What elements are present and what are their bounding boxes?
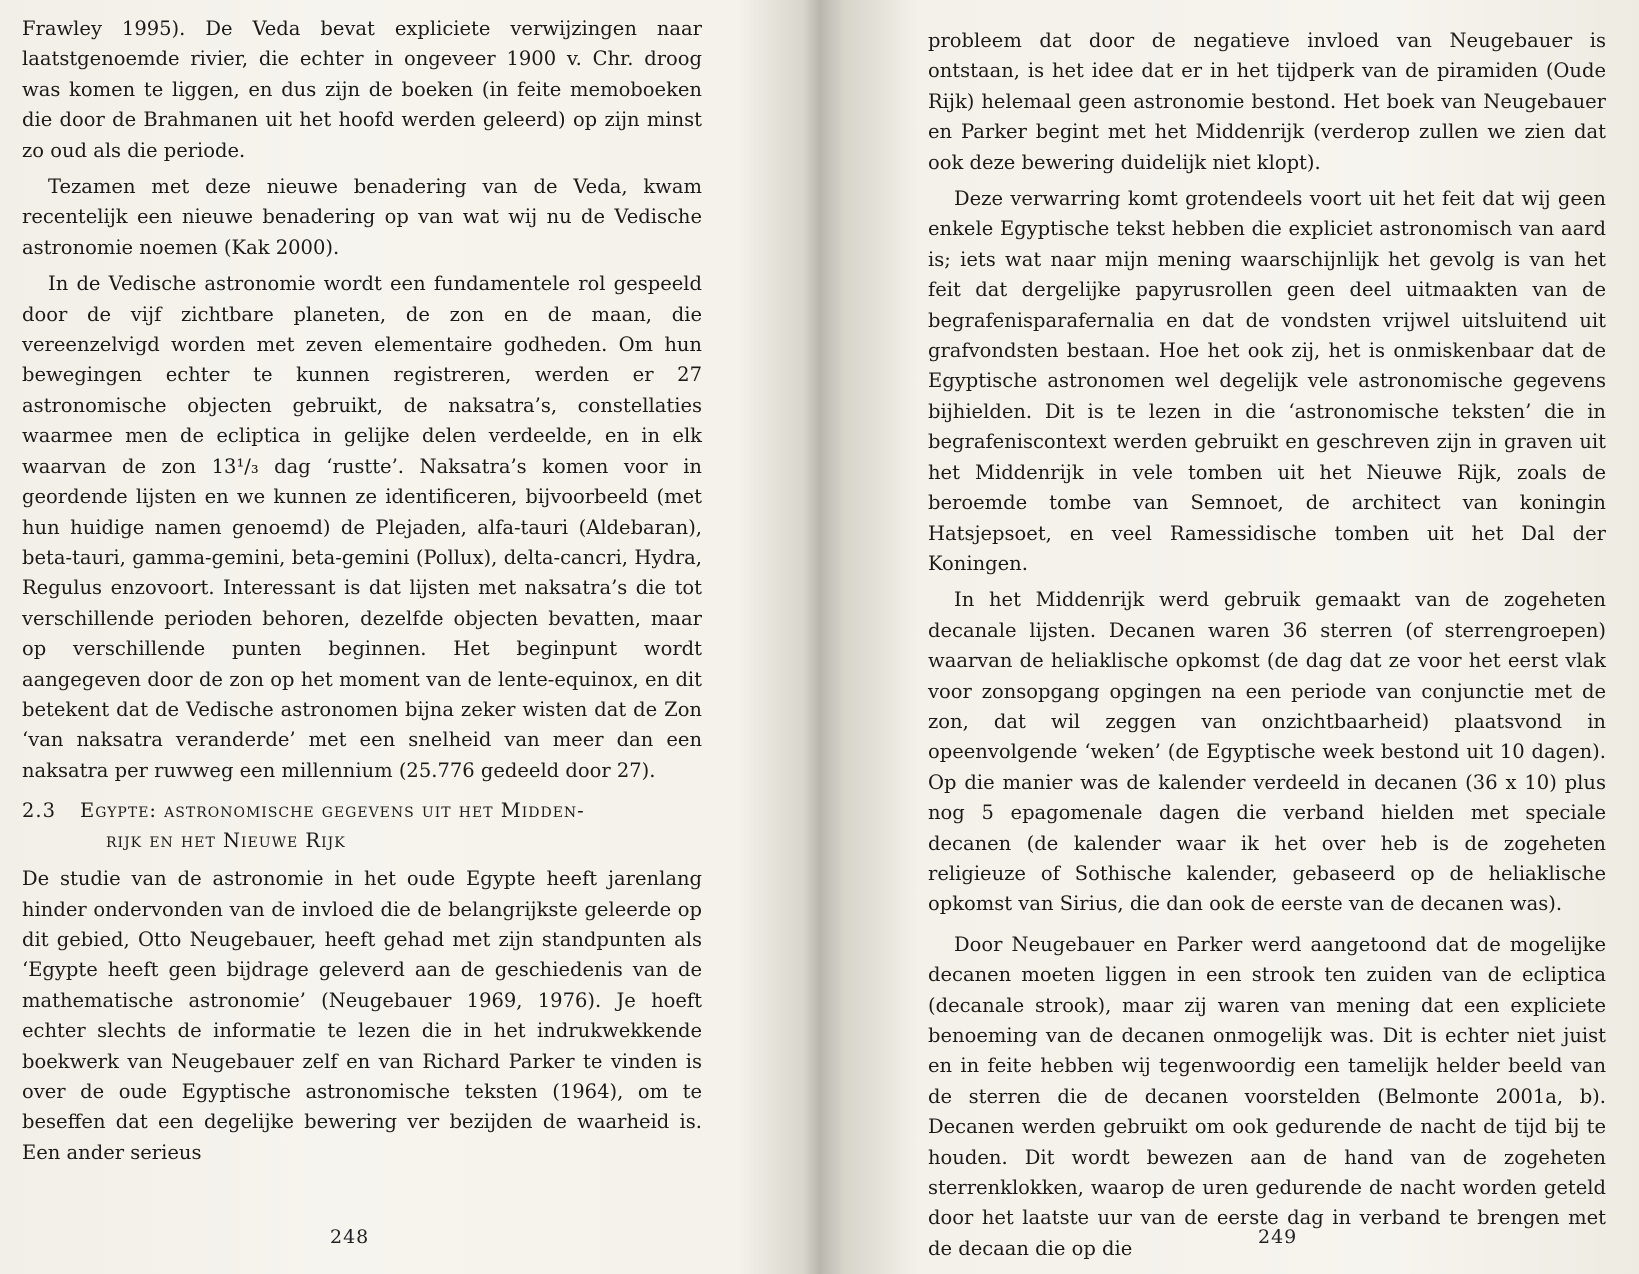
paragraph: De studie van de astronomie in het oude Egypte heeft jarenlang hinder ondervonden van de invloed die de belangrijkste geleerde op dit gebied, Otto Neugebauer, heeft gehad met zijn standpunten als ‘Egypte heeft geen bijdrage geleverd aan de geschiedenis van de mathematische astronomie’ (Neugebauer 1969, 1976). Je hoeft echter slechts de informatie te lezen die in het indrukwekkende boekwerk van Neugebauer zelf en van Richard Parker te vinden is over de oude Egyptische astronomische teksten (1964), om te beseffen dat een degelijke bewering ver bezijden de waarheid is. Een ander serieus [22, 867, 702, 1164]
right-page [828, 0, 1639, 1274]
paragraph: Deze verwarring komt grotendeels voort uit het feit dat wij geen enkele Egyptische tekst hebben die expliciet astronomisch van aard is; iets wat naar mijn mening waarschijnlijk het gevolg is van het feit dat dergelijke papyrusrollen geen deel uitmaakten van de begrafenisparafernalia en dat de vondsten vrijwel uitsluitend uit grafvondsten bestaan. Hoe het ook zij, het is onmiskenbaar dat de Egyptische astronomen wel degelijk vele astronomische gegevens bijhielden. Dit is te lezen in die ‘astronomische teksten’ die in begrafeniscontext werden gebruikt en geschreven zijn in graven uit het Middenrijk in vele tomben uit het Nieuwe Rijk, zoals de beroemde tombe van Semnoet, de architect van koningin Hatsjepsoet, en veel Ramessidische tomben uit het Dal der Koningen. [928, 187, 1606, 575]
page-number-right: 249 [1258, 1226, 1298, 1248]
paragraph: In het Middenrijk werd gebruik gemaakt van de zogeheten decanale lijsten. Decanen waren 36 sterren (of sterrengroepen) waarvan de heliaklische opkomst (de dag dat ze voor het eerst vlak voor zonsopgang opgingen na een periode van conjunctie met de zon, dat wil zeggen van onzichtbaarheid) plaatsvond in opeenvolgende ‘weken’ (de Egyptische week bestond uit 10 dagen). Op die manier was de kalender verdeeld in decanen (36 x 10) plus nog 5 epagomenale dagen die verband hielden met speciale decanen (de kalender waar ik het over heb is de zogeheten religieuze of Sothische kalender, gebaseerd op de heliaklische opkomst van Sirius, die dan ook de eerste van de decanen was). [928, 588, 1606, 916]
page-number-left: 248 [330, 1226, 370, 1248]
section-heading [22, 796, 702, 856]
paragraph: In de Vedische astronomie wordt een fundamentele rol gespeeld door de vijf zichtbare planeten, de zon en de maan, die vereenzelvigd worden met zeven elementaire godheden. Om hun bewegingen echter te kunnen registreren, werden er 27 astronomische objecten gebruikt, de naksatra’s, constellaties waarmee men de ecliptica in gelijke delen verdeelde, en in elk waarvan de zon 13¹/₃ dag ‘rustte’. Naksatra’s komen voor in geordende lijsten en we kunnen ze identificeren, bijvoorbeeld (met hun huidige namen genoemd) de Plejaden, alfa-tauri (Aldebaran), beta-tauri, gamma-gemini, beta-gemini (Pollux), delta-cancri, Hydra, Regulus enzovoort. Interessant is dat lijsten met naksatra’s die tot verschillende perioden behoren, dezelfde objecten bevatten, maar op verschillende punten beginnen. Het beginpunt wordt aangegeven door de zon op het moment van de lente-equinox, en dit betekent dat de Vedische astronomen bijna zeker wisten dat de Zon ‘van naksatra veranderde’ met een snelheid van meer dan een naksatra per ruwweg een millennium (25.776 gedeeld door 27). [22, 272, 702, 782]
section-title-line1: Egypte: astronomische gegevens uit het Midden- [80, 799, 585, 823]
section-title-line2: rijk en het Nieuwe Rijk [106, 829, 346, 853]
right-text-column [928, 26, 1606, 1264]
paragraph: Door Neugebauer en Parker werd aangetoond dat de mogelijke decanen moeten liggen in een strook ten zuiden van de ecliptica (decanale strook), maar zij waren van mening dat een expliciete benoeming van de decanen onmogelijk was. Dit is echter niet juist en in feite hebben wij tegenwoordig een tamelijk helder beeld van de sterren die de decanen voorstelden (Belmonte 2001a, b). Decanen werden gebruikt om ook gedurende de nacht de tijd bij te houden. Dit wordt bewezen aan de hand van de zogeheten sterrenklokken, waarop de uren gedurende de nacht worden geteld door het laatste uur van de eerste dag in verband te brengen met de decaan die op die [928, 932, 1606, 1260]
left-page [0, 0, 810, 1274]
left-text-column [22, 14, 702, 1168]
paragraph: Frawley 1995). De Veda bevat expliciete verwijzingen naar laatstgenoemde rivier, die echter in ongeveer 1900 v. Chr. droog was komen te liggen, en dus zijn de boeken (in feite memoboeken die door de Brahmanen uit het hoofd werden geleerd) op zijn minst zo oud als die periode. [22, 17, 702, 162]
section-number: 2.3 [22, 799, 57, 823]
paragraph: probleem dat door de negatieve invloed van Neugebauer is ontstaan, is het idee dat er in het tijdperk van de piramiden (Oude Rijk) helemaal geen astronomie bestond. Het boek van Neugebauer en Parker begint met het Middenrijk (verderop zullen we zien dat ook deze bewering duidelijk niet klopt). [928, 29, 1606, 174]
paragraph: Tezamen met deze nieuwe benadering van de Veda, kwam recentelijk een nieuwe benadering op van wat wij nu de Vedische astronomie noemen (Kak 2000). [22, 175, 702, 259]
